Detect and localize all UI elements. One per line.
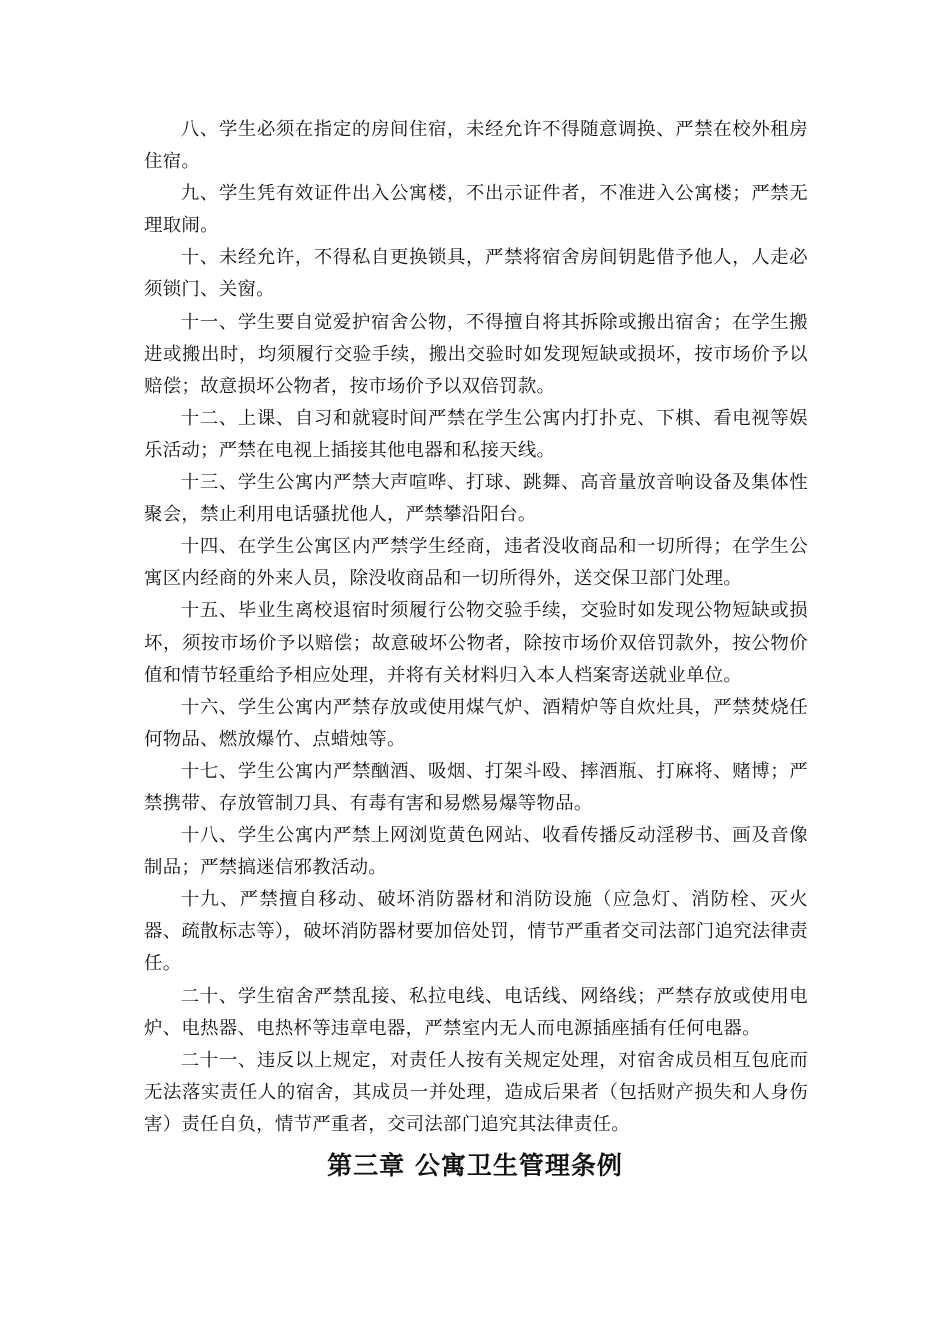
article-9: 九、学生凭有效证件出入公寓楼，不出示证件者，不准进入公寓楼；严禁无理取闹。 [144, 183, 808, 237]
article-19: 十九、严禁擅自移动、破坏消防器材和消防设施（应急灯、消防栓、灭火器、疏散标志等），破坏消防器材要加倍处罚，情节严重者交司法部门追究法律责任。 [144, 889, 808, 975]
article-20: 二十、学生宿舍严禁乱接、私拉电线、电话线、网络线；严禁存放或使用电炉、电热器、电热杯等违章电器，严禁室内无人而电源插座插有任何电器。 [144, 985, 808, 1039]
chapter-heading: 第三章 公寓卫生管理条例 [327, 1151, 623, 1180]
regulation-body [144, 114, 808, 1141]
article-11: 十一、学生要自觉爱护宿舍公物，不得擅自将其拆除或搬出宿舍；在学生搬进或搬出时，均须履行交验手续，搬出交验时如发现短缺或损坏，按市场价予以赔偿；故意损坏公物者，按市场价予以双倍罚款。 [144, 311, 808, 397]
article-15: 十五、毕业生离校退宿时须履行公物交验手续，交验时如发现公物短缺或损坏，须按市场价予以赔偿；故意破坏公物者，除按市场价双倍罚款外，按公物价值和情节轻重给予相应处理，并将有关材料归入本人档案寄送就业单位。 [144, 600, 808, 686]
article-8: 八、学生必须在指定的房间住宿，未经允许不得随意调换、严禁在校外租房住宿。 [144, 119, 808, 173]
article-12: 十二、上课、自习和就寝时间严禁在学生公寓内打扑克、下棋、看电视等娱乐活动；严禁在电视上插接其他电器和私接天线。 [144, 407, 808, 461]
article-16: 十六、学生公寓内严禁存放或使用煤气炉、酒精炉等自炊灶具，严禁焚烧任何物品、燃放爆竹、点蜡烛等。 [144, 696, 808, 750]
article-13: 十三、学生公寓内严禁大声喧哗、打球、跳舞、高音量放音响设备及集体性聚会，禁止利用电话骚扰他人，严禁攀沿阳台。 [144, 472, 808, 526]
article-10: 十、未经允许，不得私自更换锁具，严禁将宿舍房间钥匙借予他人，人走必须锁门、关窗。 [144, 247, 808, 301]
article-17: 十七、学生公寓内严禁酗酒、吸烟、打架斗殴、摔酒瓶、打麻将、赌博；严禁携带、存放管制刀具、有毒有害和易燃易爆等物品。 [144, 760, 808, 814]
article-21: 二十一、违反以上规定，对责任人按有关规定处理，对宿舍成员相互包庇而无法落实责任人的宿舍，其成员一并处理，造成后果者（包括财产损失和人身伤害）责任自负，情节严重者，交司法部门追究其法律责任。 [144, 1049, 808, 1135]
article-18: 十八、学生公寓内严禁上网浏览黄色网站、收看传播反动淫秽书、画及音像制品；严禁搞迷信邪教活动。 [144, 825, 808, 879]
article-14: 十四、在学生公寓区内严禁学生经商，违者没收商品和一切所得；在学生公寓区内经商的外来人员，除没收商品和一切所得外，送交保卫部门处理。 [144, 536, 808, 590]
